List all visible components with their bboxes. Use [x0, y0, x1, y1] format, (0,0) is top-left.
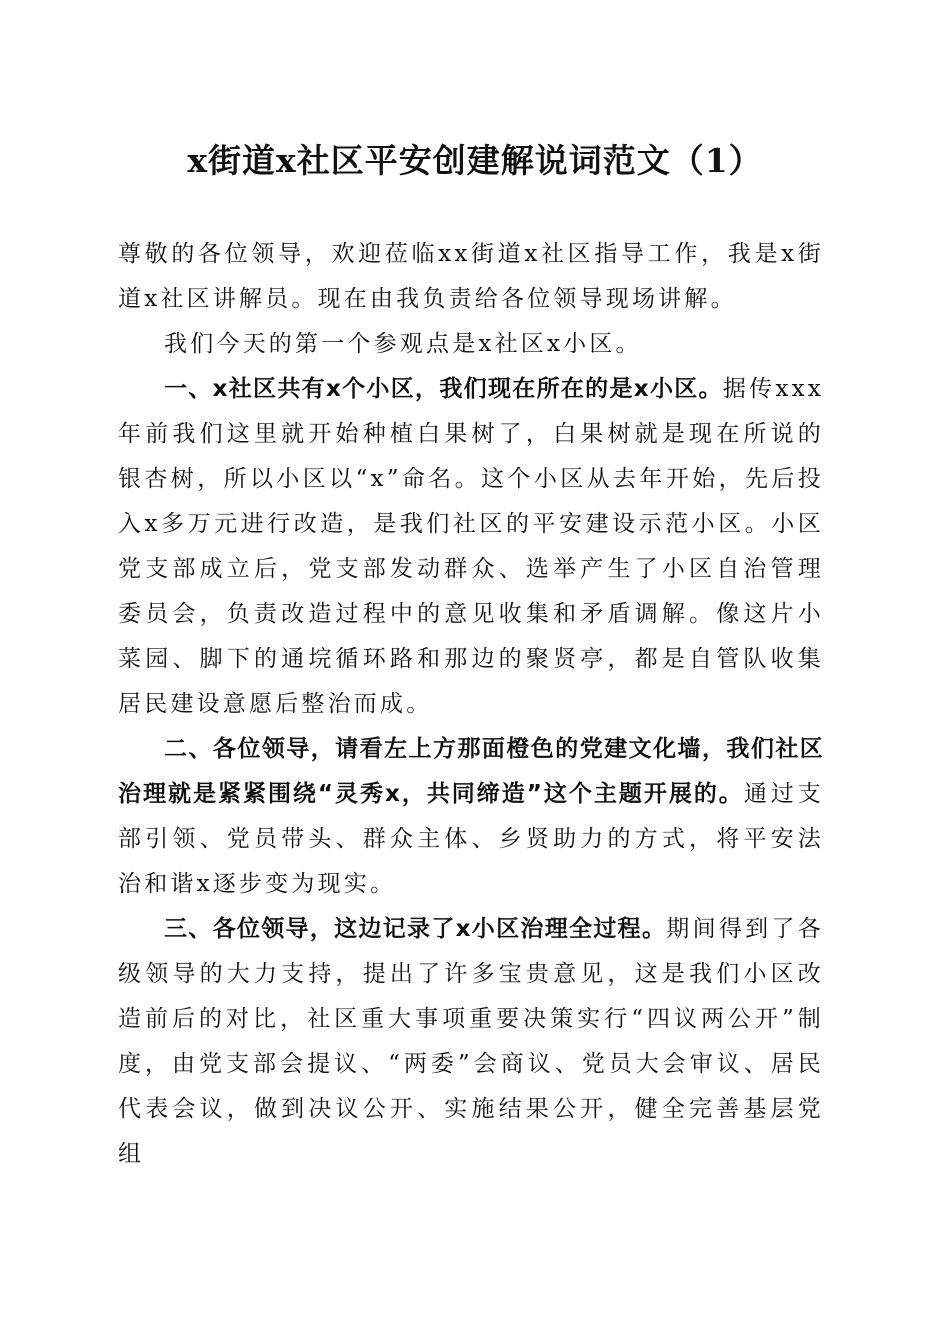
paragraph-text: 据传xxx年前我们这里就开始种植白果树了，白果树就是现在所说的银杏树，所以小区以“x”命名。这个小区从去年开始，先后投入x多万元进行改造，是我们社区的平安建设示范小区。小区党支部成立后，党支部发动群众、选举产生了小区自治管理委员会，负责改造过程中的意见收集和矛盾调解。像这片小菜园、脚下的通垸循环路和那边的聚贤亭，都是自管队收集居民建设意愿后整治而成。 [118, 376, 824, 717]
paragraph-greeting [118, 232, 824, 322]
paragraph-text: 我们今天的第一个参观点是x社区x小区。 [164, 331, 642, 357]
section-heading: 二、各位领导，请看左上方那面橙色的党建文化墙，我们社区治理就是紧紧围绕“灵秀x，共同缔造”这个主题开展的。 [118, 736, 824, 807]
section-heading: 一、x社区共有x个小区，我们现在所在的是x小区。 [164, 376, 723, 402]
paragraph-section-one [118, 367, 824, 727]
paragraph-first-stop [118, 322, 824, 367]
paragraph-text: 期间得到了各级领导的大力支持，提出了许多宝贵意见，这是我们小区改造前后的对比，社区重大事项重要决策实行“四议两公开”制度，由党支部会提议、“两委”会商议、党员大会审议、居民代表会议，做到决议公开、实施结果公开，健全完善基层党组 [118, 916, 824, 1167]
document-title: x街道x社区平安创建解说词范文（1） [187, 141, 763, 180]
paragraph-text: 通过支部引领、党员带头、群众主体、乡贤助力的方式，将平安法治和谐x逐步变为现实。 [118, 781, 824, 897]
paragraph-section-two [118, 727, 824, 907]
paragraph-section-three [118, 907, 824, 1177]
paragraph-text: 尊敬的各位领导，欢迎莅临xx街道x社区指导工作，我是x街道x社区讲解员。现在由我负责给各位领导现场讲解。 [118, 241, 824, 312]
document-body [118, 232, 824, 1177]
section-heading: 三、各位领导，这边记录了x小区治理全过程。 [164, 916, 667, 942]
